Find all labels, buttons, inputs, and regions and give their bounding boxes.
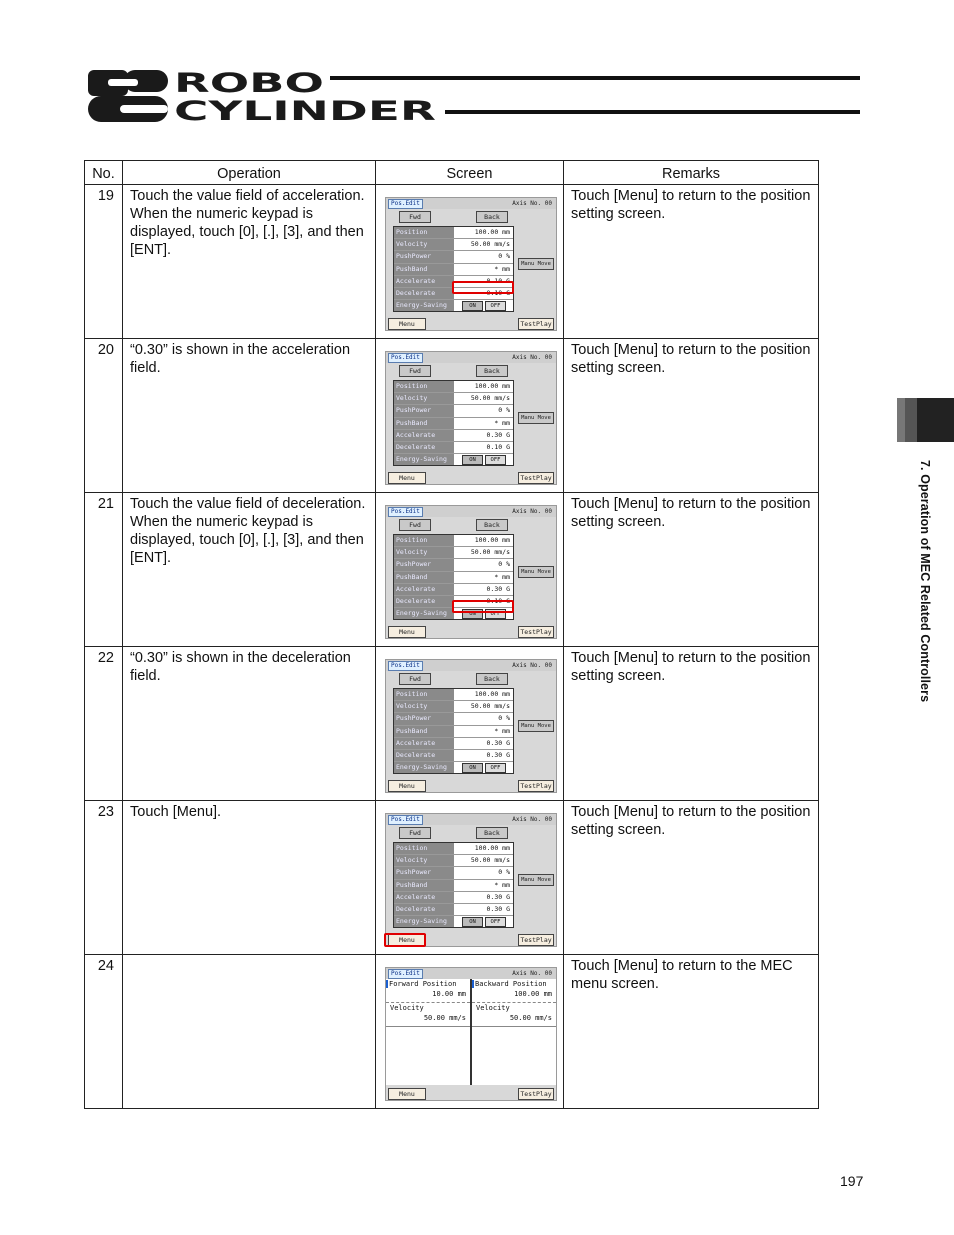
- testplay-button[interactable]: TestPlay: [518, 472, 554, 484]
- manu-move-button[interactable]: Manu Move: [518, 566, 554, 578]
- table-header-row: [85, 161, 819, 185]
- param-label: Decelerate: [394, 750, 454, 761]
- highlight-accelerate-field: [452, 281, 514, 294]
- param-label: Position: [394, 535, 454, 546]
- screen-title-bar: [386, 660, 556, 671]
- back-button[interactable]: Back: [476, 365, 508, 377]
- header-rule-top: [330, 76, 860, 80]
- param-label: Velocity: [394, 393, 454, 404]
- param-grid: [393, 688, 514, 774]
- table-row: [85, 955, 819, 1109]
- remarks-text: Touch [Menu] to return to the position setting screen.: [564, 185, 819, 339]
- param-label: PushPower: [394, 405, 454, 416]
- param-value[interactable]: * mm: [494, 572, 510, 581]
- param-value[interactable]: 50.00 mm/s: [470, 548, 510, 557]
- param-value[interactable]: 0 %: [498, 252, 510, 261]
- energy-saving-on-button[interactable]: ON: [462, 763, 483, 773]
- param-label: PushBand: [394, 880, 454, 891]
- param-row: [394, 418, 513, 430]
- step-number: 23: [85, 801, 123, 955]
- param-value[interactable]: * mm: [494, 264, 510, 273]
- screen-cell: [376, 955, 564, 1109]
- highlight-decelerate-field: [452, 600, 514, 613]
- screen-title: Pos.Edit: [388, 815, 423, 825]
- param-row: [394, 264, 513, 276]
- param-value[interactable]: 0.10 G: [486, 596, 510, 605]
- header-operation: Operation: [123, 161, 376, 185]
- param-row: [394, 572, 513, 584]
- operation-text: “0.30” is shown in the deceleration field.: [123, 647, 376, 801]
- step-number: 19: [85, 185, 123, 339]
- param-value[interactable]: 0.30 G: [486, 738, 510, 747]
- param-value[interactable]: 50.00 mm/s: [470, 702, 510, 711]
- back-button[interactable]: Back: [476, 673, 508, 685]
- param-value[interactable]: 0.30 G: [486, 750, 510, 759]
- param-row: [394, 454, 513, 465]
- param-grid: [393, 380, 514, 466]
- back-button[interactable]: Back: [476, 519, 508, 531]
- screen-title: Pos.Edit: [388, 199, 423, 209]
- menu-button[interactable]: Menu: [388, 626, 426, 638]
- param-row: [394, 393, 513, 405]
- header-no: No.: [85, 161, 123, 185]
- testplay-button[interactable]: TestPlay: [518, 934, 554, 946]
- energy-saving-off-button[interactable]: OFF: [485, 301, 506, 311]
- param-label: Energy-Saving: [394, 762, 454, 773]
- axis-number: Axis No. 00: [512, 970, 552, 977]
- header-remarks: Remarks: [564, 161, 819, 185]
- energy-saving-on-button[interactable]: ON: [462, 609, 483, 619]
- param-label: Accelerate: [394, 738, 454, 749]
- param-row: [394, 855, 513, 867]
- procedure-table: [84, 160, 819, 1109]
- screen-title: Pos.Edit: [388, 661, 423, 671]
- fwd-button[interactable]: Fwd: [399, 519, 431, 531]
- remarks-text: Touch [Menu] to return to the MEC menu screen.: [564, 955, 819, 1109]
- param-label: Decelerate: [394, 596, 454, 607]
- logo-text-cylinder: CYLINDER: [174, 96, 437, 124]
- testplay-button[interactable]: TestPlay: [518, 318, 554, 330]
- param-label: Decelerate: [394, 442, 454, 453]
- param-label: Energy-Saving: [394, 608, 454, 619]
- param-label: Energy-Saving: [394, 916, 454, 927]
- axis-number: Axis No. 00: [512, 354, 552, 361]
- param-label: Accelerate: [394, 584, 454, 595]
- param-grid: [393, 842, 514, 928]
- highlight-menu-button: [384, 933, 426, 947]
- param-row: [394, 843, 513, 855]
- param-value[interactable]: 100.00 mm: [474, 382, 510, 390]
- param-row: [394, 713, 513, 725]
- menu-button[interactable]: Menu: [388, 472, 426, 484]
- param-label: PushBand: [394, 572, 454, 583]
- param-label: Velocity: [394, 701, 454, 712]
- axis-number: Axis No. 00: [512, 200, 552, 207]
- param-row: [394, 892, 513, 904]
- touch-screen-pos-edit: [385, 505, 557, 639]
- screen-title-bar: [386, 506, 556, 517]
- menu-button[interactable]: Menu: [388, 1088, 426, 1100]
- operation-text: Touch the value field of deceleration. When the numeric keypad is displayed, touch [0], [.], [3], and then [ENT].: [123, 493, 376, 647]
- param-label: Energy-Saving: [394, 454, 454, 465]
- param-label: Energy-Saving: [394, 300, 454, 311]
- param-label: Accelerate: [394, 430, 454, 441]
- param-row: [394, 405, 513, 417]
- param-value[interactable]: 100.00 mm: [474, 228, 510, 236]
- touch-screen-pos-edit: [385, 659, 557, 793]
- param-row: [394, 867, 513, 879]
- screen-cell: [376, 493, 564, 647]
- testplay-button[interactable]: TestPlay: [518, 780, 554, 792]
- axis-number: Axis No. 00: [512, 816, 552, 823]
- manu-move-button[interactable]: Manu Move: [518, 258, 554, 270]
- param-value[interactable]: 100.00 mm: [474, 844, 510, 852]
- param-value[interactable]: 100.00 mm: [474, 536, 510, 544]
- param-row: [394, 738, 513, 750]
- screen-title-bar: [386, 814, 556, 825]
- param-row: [394, 726, 513, 738]
- param-label: Velocity: [394, 239, 454, 250]
- param-value[interactable]: 0.30 G: [486, 892, 510, 901]
- param-label: Velocity: [394, 547, 454, 558]
- param-value[interactable]: 100.00 mm: [474, 690, 510, 698]
- table-row: [85, 801, 819, 955]
- remarks-text: Touch [Menu] to return to the position setting screen.: [564, 647, 819, 801]
- param-row: [394, 547, 513, 559]
- operation-text: “0.30” is shown in the acceleration field.: [123, 339, 376, 493]
- touch-screen-pos-edit: [385, 813, 557, 947]
- param-value[interactable]: 50.00 mm/s: [470, 394, 510, 403]
- screen-cell: [376, 647, 564, 801]
- energy-saving-off-button[interactable]: OFF: [485, 917, 506, 927]
- menu-button[interactable]: Menu: [388, 780, 426, 792]
- param-row: [394, 916, 513, 927]
- operation-text: Touch the value field of acceleration. When the numeric keypad is displayed, touch [0], [.], [3], and then [ENT].: [123, 185, 376, 339]
- chapter-tab-marker: [897, 398, 954, 442]
- table-row: [85, 647, 819, 801]
- backward-column[interactable]: [472, 979, 556, 1085]
- param-label: Position: [394, 381, 454, 392]
- testplay-button[interactable]: TestPlay: [518, 626, 554, 638]
- param-row: [394, 904, 513, 916]
- param-row: [394, 880, 513, 892]
- forward-column[interactable]: [386, 979, 470, 1085]
- touch-screen-pos-edit: [385, 351, 557, 485]
- param-row: [394, 535, 513, 547]
- manu-move-button[interactable]: Manu Move: [518, 720, 554, 732]
- param-row: [394, 227, 513, 239]
- step-number: 21: [85, 493, 123, 647]
- param-value[interactable]: 0.10 G: [486, 288, 510, 297]
- energy-saving-on-button[interactable]: ON: [462, 455, 483, 465]
- header-rule-bottom: [445, 110, 860, 114]
- param-row: [394, 584, 513, 596]
- operation-text: Touch [Menu].: [123, 801, 376, 955]
- screen-title-bar: [386, 352, 556, 363]
- param-label: Decelerate: [394, 288, 454, 299]
- param-value[interactable]: 50.00 mm/s: [470, 856, 510, 865]
- fwd-button[interactable]: Fwd: [399, 673, 431, 685]
- backward-position-value: 100.00 mm: [514, 990, 552, 998]
- screen-cell: [376, 185, 564, 339]
- param-label: Velocity: [394, 855, 454, 866]
- param-row: [394, 750, 513, 762]
- param-value[interactable]: 0 %: [498, 868, 510, 877]
- param-label: Position: [394, 227, 454, 238]
- table-row: [85, 185, 819, 339]
- back-button[interactable]: Back: [476, 827, 508, 839]
- param-row: [394, 381, 513, 393]
- forward-velocity-value: 50.00 mm/s: [423, 1014, 466, 1022]
- backward-velocity-label: Velocity: [472, 1002, 556, 1013]
- forward-position-value: 10.00 mm: [432, 990, 466, 998]
- param-row: [394, 239, 513, 251]
- back-button[interactable]: Back: [476, 211, 508, 223]
- param-value[interactable]: 0.30 G: [486, 430, 510, 439]
- screen-cell: [376, 339, 564, 493]
- param-row: [394, 689, 513, 701]
- param-grid: [393, 226, 514, 312]
- param-row: [394, 701, 513, 713]
- param-label: PushBand: [394, 264, 454, 275]
- fwd-button[interactable]: Fwd: [399, 365, 431, 377]
- param-label: Position: [394, 843, 454, 854]
- touch-screen-pos-edit: [385, 197, 557, 331]
- touch-screen-pos-edit-summary: [385, 967, 557, 1101]
- forward-velocity-label: Velocity: [386, 1002, 470, 1013]
- param-value[interactable]: * mm: [494, 726, 510, 735]
- param-value[interactable]: 0 %: [498, 560, 510, 569]
- header-screen: Screen: [376, 161, 564, 185]
- manu-move-button[interactable]: Manu Move: [518, 874, 554, 886]
- param-label: PushPower: [394, 559, 454, 570]
- backward-velocity-value: 50.00 mm/s: [509, 1014, 552, 1022]
- screen-title: Pos.Edit: [388, 969, 423, 979]
- param-row: [394, 442, 513, 454]
- remarks-text: Touch [Menu] to return to the position setting screen.: [564, 493, 819, 647]
- step-number: 24: [85, 955, 123, 1109]
- forward-position-label: Forward Position: [386, 979, 470, 989]
- remarks-text: Touch [Menu] to return to the position setting screen.: [564, 801, 819, 955]
- param-value[interactable]: * mm: [494, 418, 510, 427]
- param-label: Accelerate: [394, 892, 454, 903]
- param-value[interactable]: * mm: [494, 880, 510, 889]
- fwd-button[interactable]: Fwd: [399, 211, 431, 223]
- menu-button[interactable]: Menu: [388, 934, 426, 946]
- param-label: PushPower: [394, 867, 454, 878]
- param-label: PushBand: [394, 418, 454, 429]
- screen-title: Pos.Edit: [388, 353, 423, 363]
- param-row: [394, 559, 513, 571]
- screen-title: Pos.Edit: [388, 507, 423, 517]
- remarks-text: Touch [Menu] to return to the position setting screen.: [564, 339, 819, 493]
- param-value[interactable]: 0.10 G: [486, 442, 510, 451]
- param-value[interactable]: 0.30 G: [486, 904, 510, 913]
- manu-move-button[interactable]: Manu Move: [518, 412, 554, 424]
- step-number: 22: [85, 647, 123, 801]
- energy-saving-off-button[interactable]: OFF: [485, 609, 506, 619]
- table-row: [85, 339, 819, 493]
- param-label: Accelerate: [394, 276, 454, 287]
- backward-position-label: Backward Position: [472, 979, 556, 989]
- energy-saving-off-button[interactable]: OFF: [485, 455, 506, 465]
- param-row: [394, 430, 513, 442]
- step-number: 20: [85, 339, 123, 493]
- param-label: Position: [394, 689, 454, 700]
- axis-number: Axis No. 00: [512, 662, 552, 669]
- param-value[interactable]: 50.00 mm/s: [470, 240, 510, 249]
- screen-cell: [376, 801, 564, 955]
- param-row: [394, 762, 513, 773]
- fwd-button[interactable]: Fwd: [399, 827, 431, 839]
- param-value[interactable]: 0.10 G: [486, 276, 510, 285]
- operation-text: [123, 955, 376, 1109]
- param-label: PushBand: [394, 726, 454, 737]
- param-label: Decelerate: [394, 904, 454, 915]
- param-value[interactable]: 0 %: [498, 406, 510, 415]
- param-row: [394, 300, 513, 311]
- menu-button[interactable]: Menu: [388, 318, 426, 330]
- logo-text-robo: ROBO: [174, 68, 324, 99]
- energy-saving-off-button[interactable]: OFF: [485, 763, 506, 773]
- energy-saving-on-button[interactable]: ON: [462, 917, 483, 927]
- param-row: [394, 251, 513, 263]
- param-value[interactable]: 0.30 G: [486, 584, 510, 593]
- axis-number: Axis No. 00: [512, 508, 552, 515]
- screen-title-bar: [386, 198, 556, 209]
- param-value[interactable]: 0 %: [498, 714, 510, 723]
- page-number: 197: [840, 1173, 864, 1189]
- param-label: PushPower: [394, 713, 454, 724]
- chapter-side-title: 7. Operation of MEC Related Controllers: [918, 460, 932, 703]
- table-row: [85, 493, 819, 647]
- energy-saving-on-button[interactable]: ON: [462, 301, 483, 311]
- screen-title-bar: [386, 968, 556, 979]
- testplay-button[interactable]: TestPlay: [518, 1088, 554, 1100]
- param-label: PushPower: [394, 251, 454, 262]
